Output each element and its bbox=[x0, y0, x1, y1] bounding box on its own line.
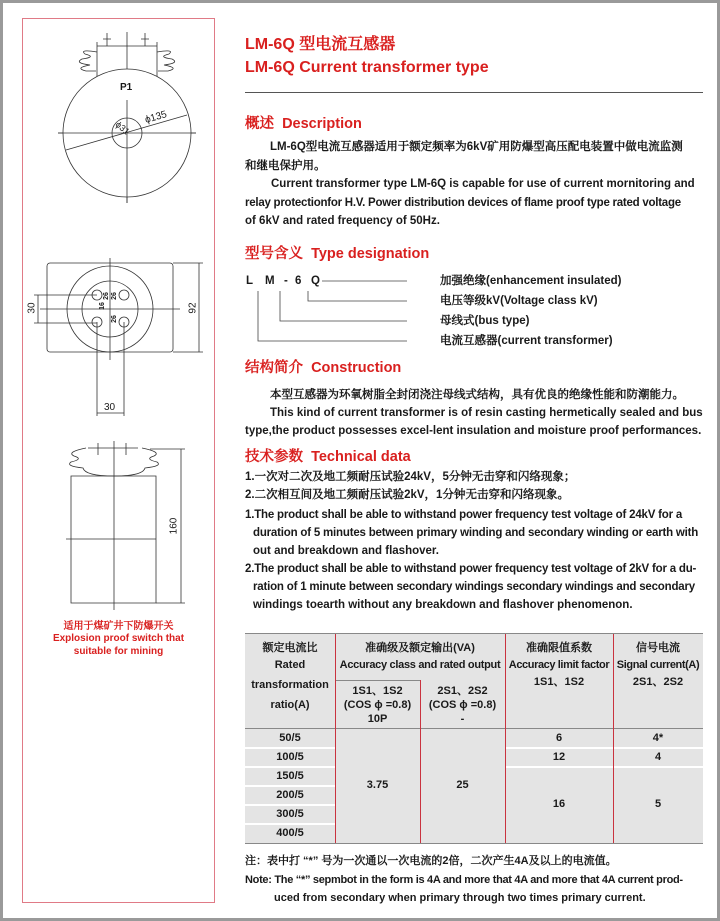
output-1-cell: 3.75 bbox=[366, 779, 389, 791]
sub1-line-3: 10P bbox=[367, 713, 388, 725]
dim-hole-2: 26 bbox=[102, 292, 110, 300]
designation-leader-lines bbox=[240, 270, 440, 350]
tech-line-5: out and breakdown and flashover. bbox=[253, 545, 439, 557]
letter-l: L bbox=[246, 275, 254, 287]
letter-6: 6 bbox=[295, 275, 302, 287]
desc-en-2: relay protectionfor H.V. Power distribution devices of flame proof type rated voltage bbox=[245, 197, 681, 209]
header-accuracy-cn: 准确级及额定输出(VA) bbox=[365, 642, 475, 654]
heading-en: Technical data bbox=[311, 449, 411, 465]
heading-cn: 型号含义 bbox=[245, 246, 303, 262]
technical-heading bbox=[245, 448, 411, 466]
dim-bottom-30: 30 bbox=[104, 402, 116, 413]
sub1-line-2: (COS ϕ =0.8) bbox=[343, 699, 412, 711]
spec-table bbox=[245, 633, 703, 844]
heading-cn: 结构简介 bbox=[245, 360, 303, 376]
header-signal-cn: 信号电流 bbox=[636, 642, 680, 654]
signal-cell: 4 bbox=[654, 751, 662, 763]
dim-height-160: 160 bbox=[168, 517, 180, 535]
header-limit bbox=[505, 640, 613, 691]
ratio-cell: 300/5 bbox=[276, 808, 304, 820]
divider bbox=[245, 728, 703, 729]
limit-cell: 12 bbox=[552, 751, 566, 763]
note-cn: 注：表中打 “*” 号为一次通以一次电流的2倍，二次产生4A及以上的电流值。 bbox=[245, 855, 617, 867]
tech-line-2: 2.二次相互间及地工频耐压试验2kV，1分钟无击穿和闪络现象。 bbox=[245, 489, 569, 501]
construction-en-2: type,the product possesses excel-lent insulation and moisture proof performances. bbox=[245, 425, 702, 437]
sub2-line-2: (COS ϕ =0.8) bbox=[428, 699, 497, 711]
tech-line-1: 1.一次对二次及地工频耐压试验24kV，5分钟无击穿和闪络现象； bbox=[245, 471, 576, 483]
title-divider bbox=[245, 92, 703, 93]
caption-cn: 适用于煤矿井下防爆开关 bbox=[63, 621, 174, 632]
signal-cell: 5 bbox=[654, 798, 662, 810]
header-signal-en: Signal current(A) bbox=[616, 659, 700, 671]
ratio-cell: 400/5 bbox=[276, 827, 304, 839]
tech-line-6: 2.The product shall be able to withstand power frequency test voltage of 2kV for a du- bbox=[245, 563, 697, 575]
construction-en-1: This kind of current transformer is of resin casting hermetically sealed and bus bbox=[270, 407, 703, 419]
dim-hole-1: 16 bbox=[98, 302, 106, 310]
header-signal bbox=[613, 640, 703, 691]
header-ratio-cn: 额定电流比 bbox=[262, 642, 318, 654]
note-en-2: uced from secondary when primary through two times primary current. bbox=[274, 892, 646, 904]
divider bbox=[505, 766, 703, 768]
dim-inner-diameter: ϕ31 bbox=[113, 119, 132, 137]
header-ratio-en-2: transformation bbox=[251, 679, 329, 691]
ratio-cell: 50/5 bbox=[279, 732, 301, 744]
top-view-drawing bbox=[58, 32, 196, 203]
page-title-cn: LM-6Q 型电流互感器 bbox=[245, 36, 396, 53]
header-ratio-en-3: ratio(A) bbox=[270, 699, 310, 711]
desc-en-1: Current transformer type LM-6Q is capable for use of current mornitoring and bbox=[271, 178, 695, 190]
heading-en: Construction bbox=[311, 360, 402, 376]
desc-cn-2: 和继电保护用。 bbox=[245, 160, 326, 172]
letter-q: Q bbox=[311, 275, 320, 287]
description-heading bbox=[245, 115, 362, 133]
limit-cell: 16 bbox=[552, 798, 566, 810]
output-2-cell: 25 bbox=[456, 779, 469, 791]
header-limit-cn: 准确限值系数 bbox=[526, 642, 592, 654]
designation-heading bbox=[245, 245, 429, 263]
sub2-line-1: 2S1、2S2 bbox=[437, 685, 488, 697]
heading-cn: 技术参数 bbox=[245, 449, 303, 465]
bottom-view-drawing bbox=[34, 258, 203, 416]
heading-cn: 概述 bbox=[245, 116, 274, 132]
tech-line-3: 1.The product shall be able to withstand power frequency test voltage of 24kV for a bbox=[245, 509, 683, 521]
sub1-line-1: 1S1、1S2 bbox=[352, 685, 403, 697]
divider bbox=[335, 680, 420, 681]
ratio-cell: 100/5 bbox=[276, 751, 304, 763]
designation-item-3: 母线式(bus type) bbox=[440, 315, 530, 327]
desc-cn-1: LM-6Q型电流互感器适用于额定频率为6kV矿用防爆型高压配电装置中做电流监测 bbox=[270, 141, 683, 153]
page-title-en: LM-6Q Current transformer type bbox=[245, 59, 489, 76]
header-ratio bbox=[245, 640, 335, 714]
transformer-drawings bbox=[0, 0, 240, 921]
signal-cell: 4* bbox=[652, 732, 664, 744]
caption-en-1: Explosion proof switch that bbox=[52, 633, 185, 644]
desc-en-3: of 6kV and rated frequency of 50Hz. bbox=[245, 215, 440, 227]
construction-cn-1: 本型互感器为环氧树脂全封闭浇注母线式结构，具有优良的绝缘性能和防潮能力。 bbox=[270, 389, 684, 401]
dim-outer-diameter: ϕ135 bbox=[143, 109, 169, 126]
caption-en-2: suitable for mining bbox=[73, 646, 164, 657]
designation-item-4: 电流互感器(current transformer) bbox=[440, 335, 613, 347]
header-accuracy-sub-2 bbox=[420, 684, 505, 726]
designation-item-2: 电压等级kV(Voltage class kV) bbox=[440, 295, 598, 307]
ratio-cell: 150/5 bbox=[276, 770, 304, 782]
tech-line-7: ration of 1 minute between secondary windings secondary windings and secondary bbox=[253, 581, 695, 593]
header-limit-sub: 1S1、1S2 bbox=[533, 676, 585, 688]
limit-cell: 6 bbox=[555, 732, 563, 744]
sub2-line-3: - bbox=[460, 713, 465, 725]
header-accuracy-en: Accuracy class and rated output bbox=[339, 659, 501, 671]
ratio-cell: 200/5 bbox=[276, 789, 304, 801]
header-ratio-en-1: Rated bbox=[274, 659, 306, 671]
header-limit-en: Accuracy limit factor bbox=[508, 659, 610, 671]
note-en-1: Note: The “*” sepmbot in the form is 4A and more that 4A and more that 4A current prod- bbox=[245, 874, 683, 886]
dim-left-30: 30 bbox=[26, 302, 38, 314]
dim-p1: P1 bbox=[120, 82, 133, 93]
heading-en: Type designation bbox=[311, 246, 430, 262]
dim-height-92: 92 bbox=[187, 302, 199, 314]
designation-item-1: 加强绝缘(enhancement insulated) bbox=[440, 275, 622, 287]
letter-m: M bbox=[265, 275, 275, 287]
header-accuracy bbox=[335, 640, 505, 674]
letter-dash: - bbox=[284, 275, 288, 287]
tech-line-8: windings toearth without any breakdown and flashover phenomenon. bbox=[253, 599, 633, 611]
tech-line-4: duration of 5 minutes between primary winding and secondary winding or earth with bbox=[253, 527, 699, 539]
construction-heading bbox=[245, 359, 401, 377]
header-signal-sub: 2S1、2S2 bbox=[632, 676, 684, 688]
dim-hole-3: 26 bbox=[110, 292, 118, 300]
header-accuracy-sub-1 bbox=[335, 684, 420, 726]
heading-en: Description bbox=[282, 116, 362, 132]
dim-hole-4: 26 bbox=[110, 315, 118, 323]
